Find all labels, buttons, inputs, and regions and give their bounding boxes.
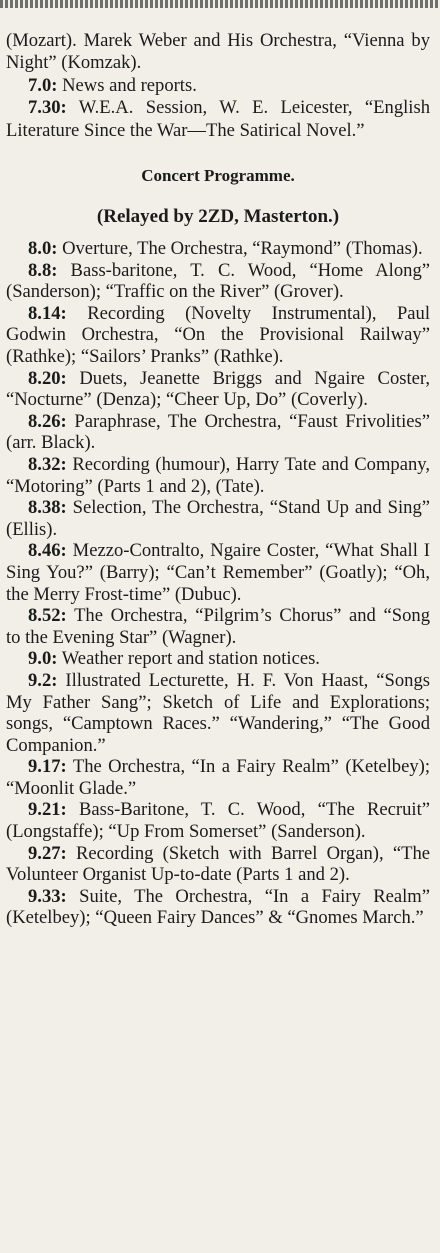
listing-text: (Mozart). Marek Weber and His Orchestra, “Vienna by Night” (Komzak). bbox=[6, 30, 430, 74]
programme-item bbox=[6, 303, 430, 368]
item-text: Illustrated Lecturette, H. F. Von Haast, “Songs My Father Sang”; Sketch of Life and Explorations; songs, “Camptown Races.” “Wandering,” “The Good Companion.” bbox=[6, 669, 430, 756]
item-text: Duets, Jeanette Briggs and Ngaire Coster, “Nocturne” (Denza); “Cheer Up, Do” (Coverly). bbox=[6, 367, 430, 411]
programme-item bbox=[6, 670, 430, 756]
listing-text: News and reports. bbox=[57, 74, 197, 96]
programme-item bbox=[6, 648, 430, 670]
item-text: Overture, The Orchestra, “Raymond” (Thomas). bbox=[57, 238, 423, 260]
item-text: Recording (humour), Harry Tate and Company, “Motoring” (Parts 1 and 2), (Tate). bbox=[6, 453, 430, 497]
item-time: 9.2: bbox=[28, 669, 58, 691]
concert-programme-listings bbox=[6, 238, 430, 929]
item-time: 9.33: bbox=[28, 885, 67, 907]
item-time: 9.0: bbox=[28, 648, 58, 670]
listing-time: 7.30: bbox=[28, 97, 67, 119]
item-time: 8.20: bbox=[28, 367, 67, 389]
listing-2 bbox=[6, 97, 430, 142]
item-text: Recording (Novelty Instrumental), Paul Godwin Orchestra, “On the Provisional Railway” (Rathke); “Sailors’ Pranks” (Rathke). bbox=[6, 302, 430, 367]
section-subheading: (Relayed by 2ZD, Masterton.) bbox=[96, 206, 340, 228]
programme-item bbox=[6, 368, 430, 411]
item-text: Mezzo-Contralto, Ngaire Coster, “What Shall I Sing You?” (Barry); “Can’t Remember” (Goatly); “Oh, the Merry Frost-time” (Dubuc). bbox=[6, 540, 430, 605]
item-time: 8.38: bbox=[28, 497, 67, 519]
programme-item bbox=[6, 238, 430, 260]
item-text: Paraphrase, The Orchestra, “Faust Frivolities” (arr. Black). bbox=[6, 410, 430, 454]
item-time: 8.14: bbox=[28, 302, 67, 324]
programme-item bbox=[6, 454, 430, 497]
programme-item bbox=[6, 886, 430, 929]
newspaper-column bbox=[6, 30, 430, 929]
item-time: 9.21: bbox=[28, 799, 67, 821]
item-time: 9.17: bbox=[28, 756, 67, 778]
evening-session-listings bbox=[6, 30, 430, 142]
item-time: 8.32: bbox=[28, 453, 67, 475]
programme-item bbox=[6, 843, 430, 886]
section-heading: Concert Programme. bbox=[141, 166, 295, 186]
item-text: Weather report and station notices. bbox=[57, 648, 320, 670]
programme-item bbox=[6, 260, 430, 303]
item-time: 9.27: bbox=[28, 842, 67, 864]
item-text: The Orchestra, “In a Fairy Realm” (Ketelbey); “Moonlit Glade.” bbox=[6, 756, 430, 799]
listing-1 bbox=[6, 75, 430, 97]
item-time: 8.26: bbox=[28, 410, 67, 432]
item-text: Bass-baritone, T. C. Wood, “Home Along” (Sanderson); “Traffic on the River” (Grover). bbox=[6, 259, 430, 303]
item-text: Suite, The Orchestra, “In a Fairy Realm” (Ketelbey); “Queen Fairy Dances” & “Gnomes March.” bbox=[6, 885, 430, 929]
item-text: Bass-Baritone, T. C. Wood, “The Recruit” (Longstaffe); “Up From Somerset” (Sanderson). bbox=[6, 799, 430, 843]
listing-time: 7.0: bbox=[28, 74, 58, 96]
top-rule bbox=[0, 0, 440, 8]
item-time: 8.8: bbox=[28, 259, 58, 281]
programme-item bbox=[6, 411, 430, 454]
programme-item bbox=[6, 497, 430, 540]
item-time: 8.52: bbox=[28, 605, 67, 627]
item-text: The Orchestra, “Pilgrim’s Chorus” and “Song to the Evening Star” (Wagner). bbox=[6, 605, 430, 648]
programme-item bbox=[6, 540, 430, 605]
item-text: Recording (Sketch with Barrel Organ), “The Volunteer Organist Up-to-date (Parts 1 and 2). bbox=[6, 842, 430, 886]
programme-item bbox=[6, 799, 430, 842]
listing-text: W.E.A. Session, W. E. Leicester, “English Literature Since the War—The Satirical Novel.” bbox=[6, 97, 430, 141]
item-time: 8.46: bbox=[28, 540, 67, 562]
item-text: Selection, The Orchestra, “Stand Up and Sing” (Ellis). bbox=[6, 497, 430, 540]
listing-0 bbox=[6, 30, 430, 75]
programme-item bbox=[6, 756, 430, 799]
programme-item bbox=[6, 605, 430, 648]
item-time: 8.0: bbox=[28, 238, 58, 260]
